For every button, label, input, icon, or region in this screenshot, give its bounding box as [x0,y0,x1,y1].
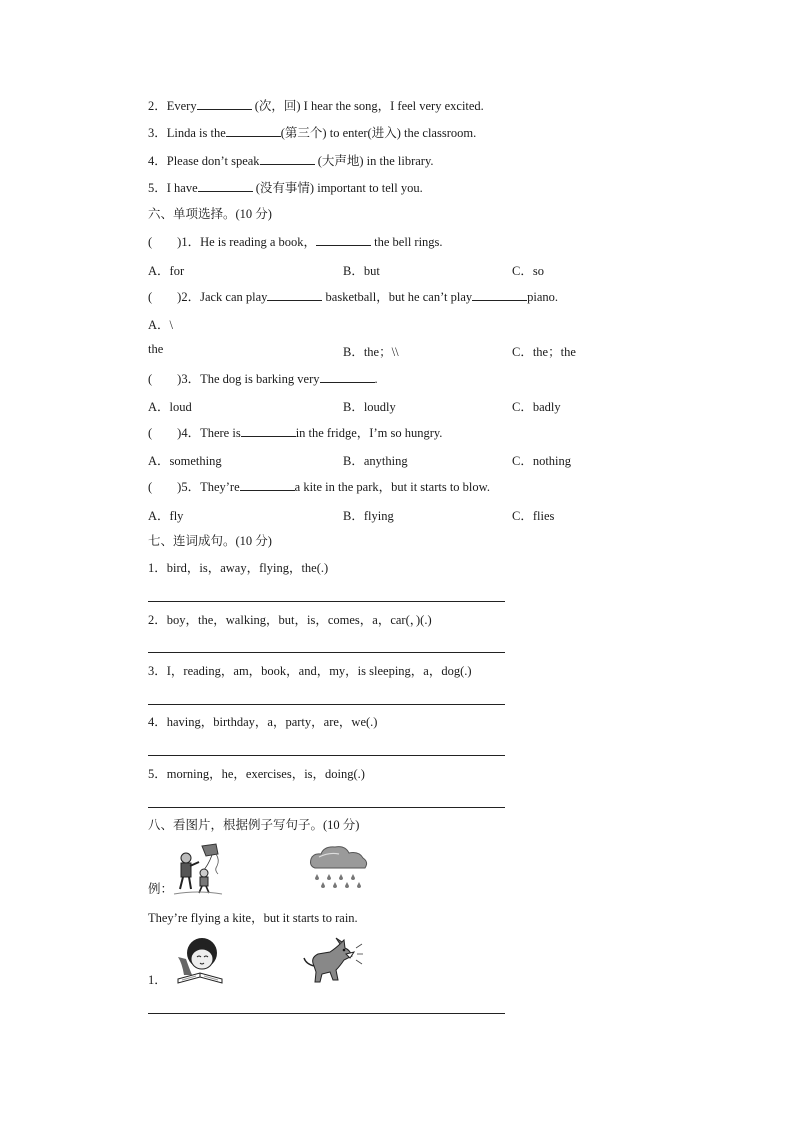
answer-line[interactable] [148,1013,505,1014]
reorder-item-5: 5．morning，he，exercises，is，doing(.) [148,767,365,781]
option-b: B．flying [343,509,394,523]
option-c: C．badly [512,400,561,414]
option-c: C．the；the [512,345,576,359]
option-a: A．\ [148,318,174,332]
option-a-continued: the [148,342,164,356]
option-a: A．loud [148,400,192,414]
section-6-title: 六、单项选择。(10 分) [148,207,272,221]
rain-cloud-picture [307,844,371,894]
mc-question-1: ( )1．He is reading a book， the bell rings. [148,235,443,249]
example-label: 例： [148,882,174,896]
answer-blank [267,288,322,301]
option-a: A．fly [148,509,184,523]
answer-line[interactable] [148,704,505,705]
reorder-item-2: 2．boy，the，walking，but，is，comes，a，car(，)(.) [148,613,432,627]
kids-flying-kite-picture [172,842,224,896]
option-a: A．something [148,454,222,468]
answer-paren[interactable]: ( ) [148,372,182,386]
option-c: C．flies [512,509,555,523]
answer-blank [320,370,375,383]
answer-blank [241,424,296,437]
answer-blank[interactable] [226,124,281,137]
answer-paren[interactable]: ( ) [148,426,182,440]
mc-question-2: ( )2．Jack can play basketball，but he can’t play piano. [148,290,559,304]
option-a: A．for [148,264,185,278]
girl-reading-picture [172,935,226,985]
answer-blank [316,233,371,246]
mc-question-5: ( )5．They’re a kite in the park，but it starts to blow. [148,480,490,494]
option-b: B．but [343,264,380,278]
option-c: C．so [512,264,544,278]
mc-question-4: ( )4．There is in the fridge，I’m so hungry. [148,426,443,440]
answer-line[interactable] [148,652,505,653]
fill-item-5: 5．I have (没有事情) important to tell you. [148,181,423,195]
answer-paren[interactable]: ( ) [148,480,182,494]
answer-blank [472,288,527,301]
reorder-item-4: 4．having，birthday，a，party，are，we(.) [148,715,378,729]
option-b: B．the；\\ [343,345,399,359]
option-b: B．loudly [343,400,396,414]
answer-blank[interactable] [197,97,252,110]
answer-line[interactable] [148,755,505,756]
fill-item-4: 4．Please don’t speak (大声地) in the library. [148,154,434,168]
fill-item-3: 3．Linda is the (第三个) to enter(进入) the classroom. [148,126,477,140]
answer-paren[interactable]: ( ) [148,290,182,304]
section-7-title: 七、连词成句。(10 分) [148,534,272,548]
fill-item-2: 2．Every (次，回) I hear the song，I feel very excited. [148,99,484,113]
barking-dog-picture [300,936,364,984]
reorder-item-3: 3．I，reading，am，book，and，my，is sleeping，a，dog(.) [148,664,472,678]
option-b: B．anything [343,454,408,468]
item-1-label: 1． [148,973,167,987]
answer-paren[interactable]: ( ) [148,235,182,249]
answer-blank [240,478,295,491]
mc-question-3: ( )3．The dog is barking very . [148,372,378,386]
answer-line[interactable] [148,601,505,602]
answer-blank[interactable] [198,179,253,192]
section-8-title: 八、看图片，根据例子写句子。(10 分) [148,818,360,832]
answer-blank[interactable] [260,152,315,165]
answer-line[interactable] [148,807,505,808]
option-c: C．nothing [512,454,572,468]
example-sentence: They’re flying a kite，but it starts to rain. [148,911,358,925]
reorder-item-1: 1．bird，is，away，flying，the(.) [148,561,329,575]
